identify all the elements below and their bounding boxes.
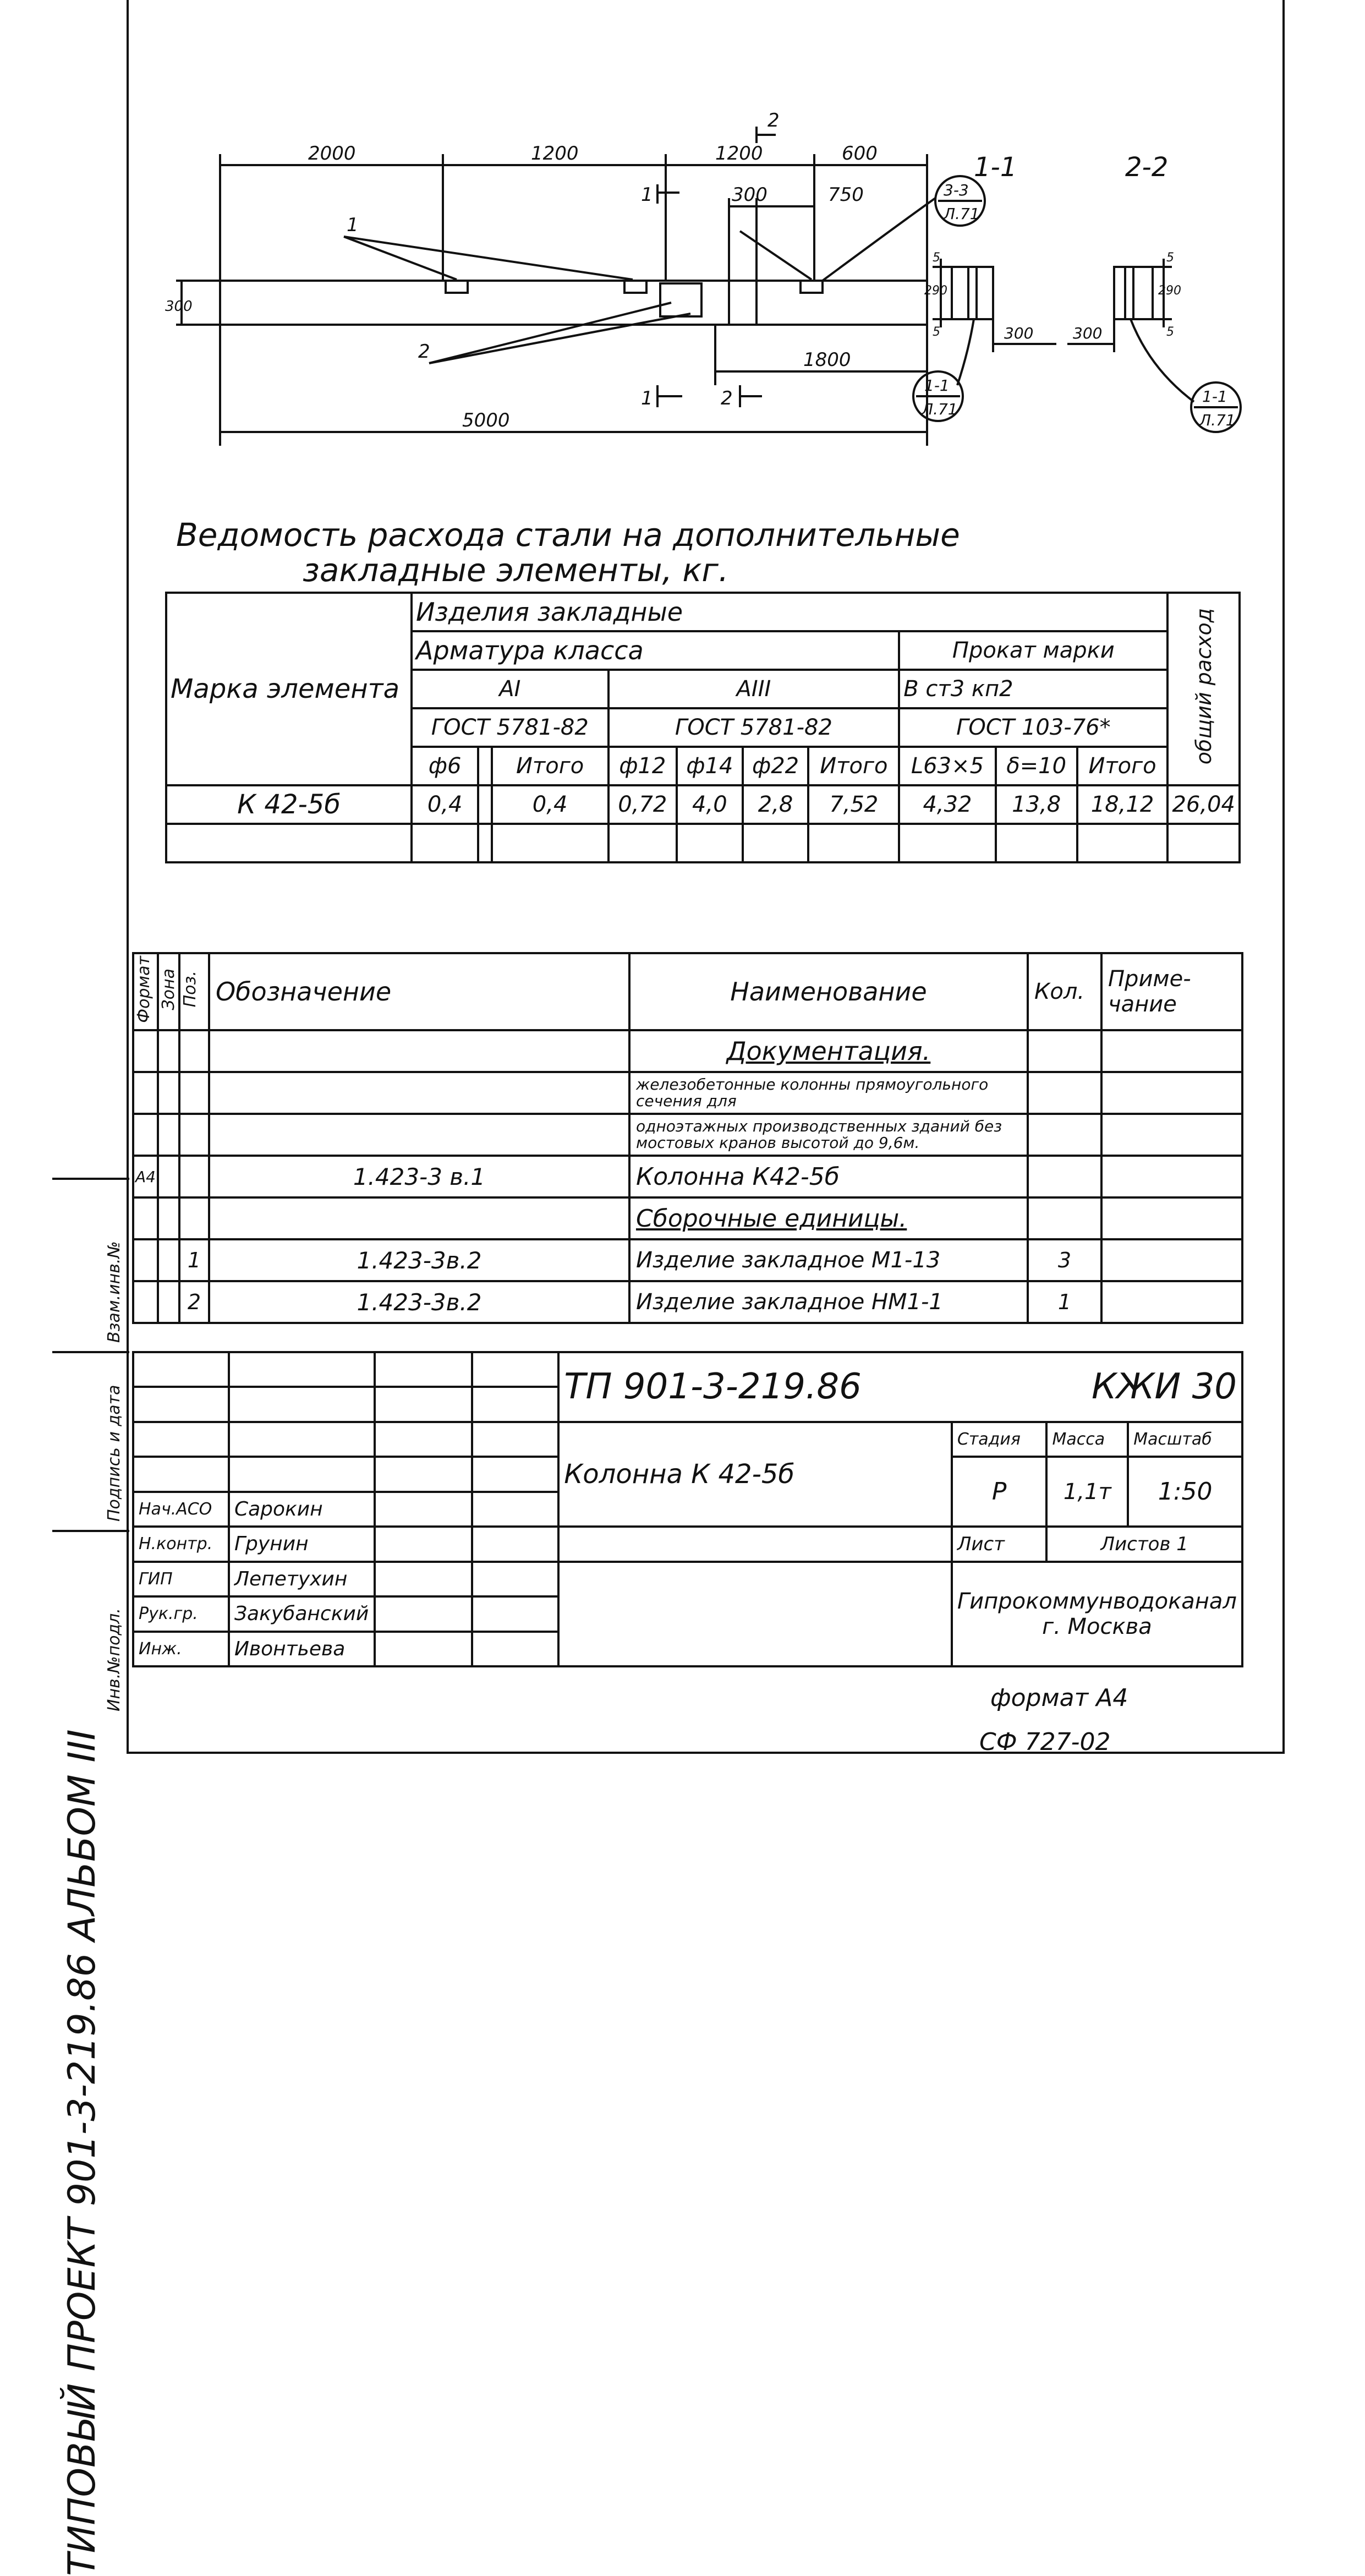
spec-header-zone: Зона xyxy=(159,969,178,1010)
callout-11a-bottom: Л.71 xyxy=(921,400,958,418)
dim-bottom-total: 5000 xyxy=(462,409,510,431)
spec-row: 2 1.423-3в.2 Изделие закладное НМ1-1 1 xyxy=(133,1281,1242,1323)
strip-label-sign-date: Подпись и дата xyxy=(105,1385,124,1522)
section-11-title: 1-1 xyxy=(974,152,1017,183)
title-block-table xyxy=(132,1351,1243,1667)
row-value: 13,8 xyxy=(996,785,1077,824)
album-sidebar-title xyxy=(61,33,121,1326)
strip-label-replace: Взам.инв.№ xyxy=(105,1241,124,1343)
person: Грунин xyxy=(229,1527,375,1561)
archive-code: СФ 727-02 xyxy=(979,1728,1110,1756)
section-1-1 xyxy=(952,267,993,319)
role: Рук.гр. xyxy=(133,1596,229,1631)
role: Инж. xyxy=(133,1632,229,1667)
spec-header-format-cell xyxy=(133,953,158,1030)
role: Нач.АСО xyxy=(133,1492,229,1527)
spec-row: 1 1.423-3в.2 Изделие закладное М1-13 3 xyxy=(133,1239,1242,1281)
drawing-title: Колонна К 42-5б xyxy=(558,1422,952,1527)
leader-label-1: 1 xyxy=(347,214,359,236)
dim-bottom-inner: 1800 xyxy=(803,349,851,371)
section-mark-2b: 2 xyxy=(721,387,733,409)
sec22-dim-4: 300 xyxy=(1073,324,1102,342)
table-row-empty xyxy=(166,824,1240,862)
person: Сарокин xyxy=(229,1492,375,1527)
class-a3: АIII xyxy=(609,670,900,708)
spec-row xyxy=(133,1197,1242,1239)
dim-top-1: 2000 xyxy=(308,143,356,165)
role: ГИП xyxy=(133,1562,229,1596)
mark-header: Марка элемента xyxy=(166,593,412,785)
dim-inner-1: 300 xyxy=(732,184,768,206)
spec-header-designation: Обозначение xyxy=(209,953,629,1030)
sec11-dim-4: 300 xyxy=(1004,324,1033,342)
signature xyxy=(375,1527,472,1561)
dim-top-3: 1200 xyxy=(715,143,763,165)
sub-header: Итого xyxy=(1077,747,1168,785)
sub-header xyxy=(478,747,491,785)
spec-name-documentation: Документация. xyxy=(629,1030,1028,1072)
rebar-header: Арматура класса xyxy=(412,631,899,670)
strip-divider xyxy=(52,1530,129,1532)
sub-header: ф6 xyxy=(412,747,478,785)
row-value: 26,04 xyxy=(1167,785,1240,824)
section-mark-top: 2 xyxy=(768,110,780,132)
sub-header: δ=10 xyxy=(996,747,1077,785)
dim-height: 300 xyxy=(165,298,193,315)
spec-header-name: Наименование xyxy=(629,953,1028,1030)
sub-header: ф14 xyxy=(677,747,743,785)
row-value: 7,52 xyxy=(808,785,899,824)
spec-name-note1: железобетонные колонны прямоугольного сечения для xyxy=(629,1072,1028,1114)
callout-33-bottom: Л.71 xyxy=(943,205,980,223)
spec-header-pos: Поз. xyxy=(180,971,200,1007)
callout-11b-bottom: Л.71 xyxy=(1199,411,1236,429)
row-value xyxy=(478,785,491,824)
class-a1: АI xyxy=(412,670,609,708)
dim-top-4: 600 xyxy=(842,143,878,165)
scale-label: Масштаб xyxy=(1128,1422,1242,1457)
spec-header-zone-cell xyxy=(158,953,179,1030)
person: Ивонтьева xyxy=(229,1632,375,1667)
gost-rolled: ГОСТ 103-76* xyxy=(899,708,1167,747)
rolled-header: Прокат марки xyxy=(899,631,1167,670)
title-block xyxy=(132,1351,1243,1667)
row-value: 4,0 xyxy=(677,785,743,824)
signature xyxy=(375,1492,472,1527)
spec-row xyxy=(133,1030,1242,1072)
steel-title-line2: закладные элементы, кг. xyxy=(176,553,1276,588)
role: Н.контр. xyxy=(133,1527,229,1561)
spec-header-note: Приме-чание xyxy=(1101,953,1242,1030)
sec11-dim-2: 290 xyxy=(924,284,947,298)
gost-a3: ГОСТ 5781-82 xyxy=(609,708,900,747)
stage-value: Р xyxy=(952,1457,1047,1527)
mass-label: Масса xyxy=(1046,1422,1128,1457)
sidebar-title-text: ТИПОВЫЙ ПРОЕКТ 901-3-219.86 АЛЬБОМ III xyxy=(61,1730,104,2576)
section-22-title: 2-2 xyxy=(1125,152,1168,183)
sub-header: Итого xyxy=(492,747,609,785)
project-cell xyxy=(558,1352,1242,1422)
section-mark-1: 1 xyxy=(641,184,653,206)
spec-name-assemblies: Сборочные единицы. xyxy=(629,1197,1028,1239)
steel-title-line1: Ведомость расхода стали на дополнительные xyxy=(176,517,1276,553)
leader-label-2: 2 xyxy=(418,341,430,363)
signature xyxy=(375,1596,472,1631)
callout-33-top: 3-3 xyxy=(944,181,969,199)
spec-name-note2: одноэтажных производственных зданий без мостовых кранов высотой до 9,6м. xyxy=(629,1114,1028,1156)
organization: Гипрокоммунводоканал г. Москва xyxy=(952,1562,1242,1666)
gost-a1: ГОСТ 5781-82 xyxy=(412,708,609,747)
table-row xyxy=(166,785,1240,824)
project-number: ТП 901-3-219.86 xyxy=(564,1366,862,1407)
section-mark-1b: 1 xyxy=(641,387,653,409)
person: Лепетухин xyxy=(229,1562,375,1596)
scale-value: 1:50 xyxy=(1128,1457,1242,1527)
row-value: 2,8 xyxy=(743,785,809,824)
spec-row xyxy=(133,1072,1242,1114)
signature xyxy=(375,1632,472,1667)
sub-header: Итого xyxy=(808,747,899,785)
row-value: 0,4 xyxy=(412,785,478,824)
sub-header: L63×5 xyxy=(899,747,995,785)
steel-statement-table xyxy=(165,592,1241,863)
strip-divider xyxy=(52,1178,129,1180)
spec-row: А4 1.423-3 в.1 Колонна К42-5б xyxy=(133,1156,1242,1197)
sub-header: ф12 xyxy=(609,747,677,785)
sec11-dim-3: 5 xyxy=(933,325,940,339)
total-header: общий расход xyxy=(1192,608,1216,764)
rolled-grade: В ст3 кп2 xyxy=(899,670,1167,708)
row-value: 0,4 xyxy=(492,785,609,824)
callout-11a-top: 1-1 xyxy=(924,376,950,395)
row-value: 0,72 xyxy=(609,785,677,824)
callout-11b-top: 1-1 xyxy=(1202,387,1227,406)
sec22-dim-1: 5 xyxy=(1166,251,1174,265)
sheet-label: Лист xyxy=(952,1527,1047,1561)
column-elevation xyxy=(220,281,927,325)
row-value: 18,12 xyxy=(1077,785,1168,824)
total-header-cell xyxy=(1167,593,1240,785)
column-drawing xyxy=(165,94,1276,490)
spec-row xyxy=(133,1114,1242,1156)
person: Закубанский xyxy=(229,1596,375,1631)
dim-top-2: 1200 xyxy=(531,143,579,165)
spec-header-qty: Кол. xyxy=(1028,953,1101,1030)
sec22-dim-3: 5 xyxy=(1166,325,1174,339)
signature xyxy=(375,1562,472,1596)
strip-divider xyxy=(52,1351,129,1353)
dim-inner-2: 750 xyxy=(828,184,864,206)
sec22-dim-2: 290 xyxy=(1158,284,1181,298)
spec-header-pos-cell xyxy=(179,953,209,1030)
spec-header-format: Формат xyxy=(134,956,154,1023)
row-mark: К 42-5б xyxy=(166,785,412,824)
steel-statement-title xyxy=(176,517,1276,588)
drawing-code: КЖИ 30 xyxy=(1092,1366,1237,1407)
sub-header: ф22 xyxy=(743,747,809,785)
mass-value: 1,1т xyxy=(1046,1457,1128,1527)
products-header: Изделия закладные xyxy=(412,593,1167,631)
row-value: 4,32 xyxy=(899,785,995,824)
strip-label-inv: Инв.№подл. xyxy=(105,1608,124,1711)
sheets-label: Листов 1 xyxy=(1046,1527,1242,1561)
sec11-dim-1: 5 xyxy=(933,251,940,265)
specification-table xyxy=(132,952,1243,1324)
format-label: формат А4 xyxy=(990,1684,1128,1712)
stage-label: Стадия xyxy=(952,1422,1047,1457)
